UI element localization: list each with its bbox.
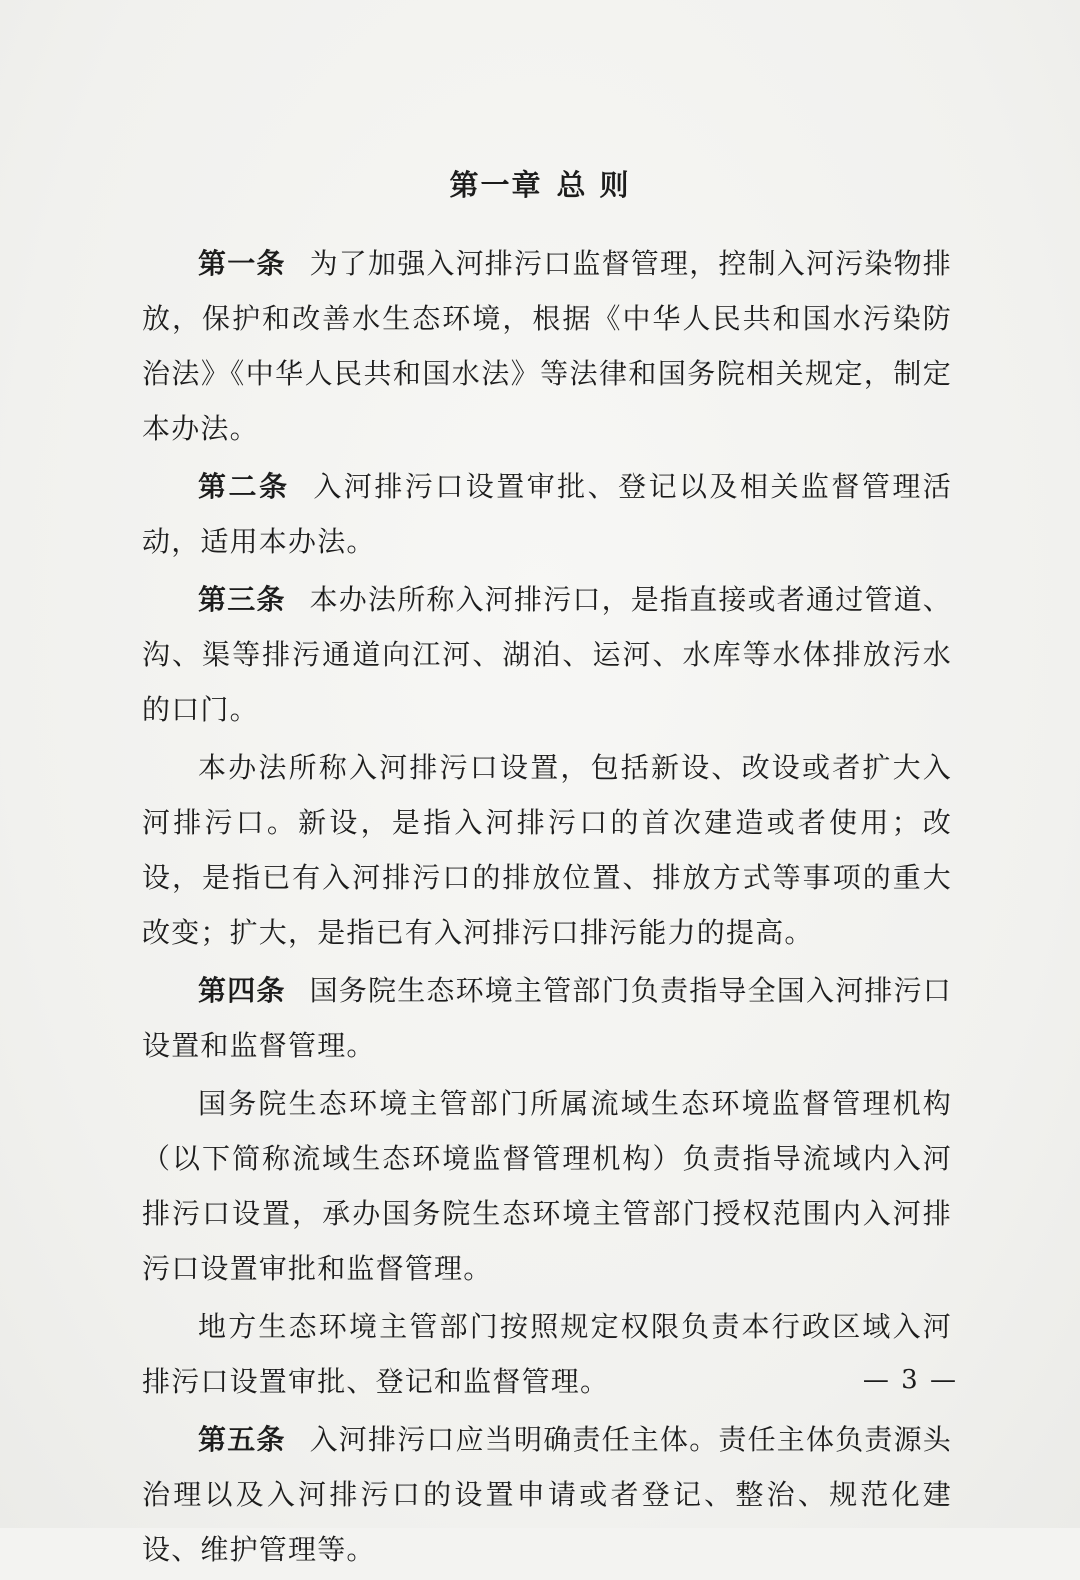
article-text: 国务院生态环境主管部门负责指导全国入河排污口设置和监督管理。	[142, 974, 953, 1062]
article-4	[142, 963, 952, 1073]
article-text: 为了加强入河排污口监督管理，控制入河污染物排放，保护和改善水生态环境，根据《中华人民共和国水污染防治法》《中华人民共和国水法》等法律和国务院相关规定，制定本办法。	[142, 247, 953, 445]
chapter-heading	[0, 163, 1080, 204]
article-text: 本办法所称入河排污口，是指直接或者通过管道、沟、渠等排污通道向江河、湖泊、运河、水库等水体排放污水的口门。	[142, 583, 953, 726]
article-number: 第五条	[198, 1423, 286, 1456]
article-number: 第四条	[198, 974, 286, 1007]
article-4-paragraph-3	[142, 1299, 952, 1409]
chapter-title: 总 则	[556, 168, 631, 202]
article-number: 第二条	[198, 470, 290, 503]
article-5	[142, 1412, 952, 1577]
article-3	[142, 572, 952, 737]
article-number: 第一条	[198, 247, 286, 280]
document-body	[142, 236, 952, 1580]
article-3-paragraph-2	[142, 740, 952, 960]
article-number: 第三条	[198, 583, 286, 616]
article-1	[142, 236, 952, 456]
article-2	[142, 459, 952, 569]
chapter-number: 第一章	[449, 168, 543, 202]
paragraph-text: 本办法所称入河排污口设置，包括新设、改设或者扩大入河排污口。新设，是指入河排污口的首次建造或者使用；改设，是指已有入河排污口的排放位置、排放方式等事项的重大改变；扩大，是指已有入河排污口排污能力的提高。	[142, 751, 952, 949]
article-text: 入河排污口应当明确责任主体。责任主体负责源头治理以及入河排污口的设置申请或者登记、整治、规范化建设、维护管理等。	[142, 1423, 953, 1566]
paragraph-text: 国务院生态环境主管部门所属流域生态环境监督管理机构（以下简称流域生态环境监督管理机构）负责指导流域内入河排污口设置，承办国务院生态环境主管部门授权范围内入河排污口设置审批和监督管理。	[142, 1087, 952, 1285]
paragraph-text: 地方生态环境主管部门按照规定权限负责本行政区域入河排污口设置审批、登记和监督管理。	[142, 1310, 952, 1398]
page-number: — 3 —	[862, 1365, 958, 1395]
article-text: 入河排污口设置审批、登记以及相关监督管理活动，适用本办法。	[142, 470, 953, 558]
article-4-paragraph-2	[142, 1076, 952, 1296]
